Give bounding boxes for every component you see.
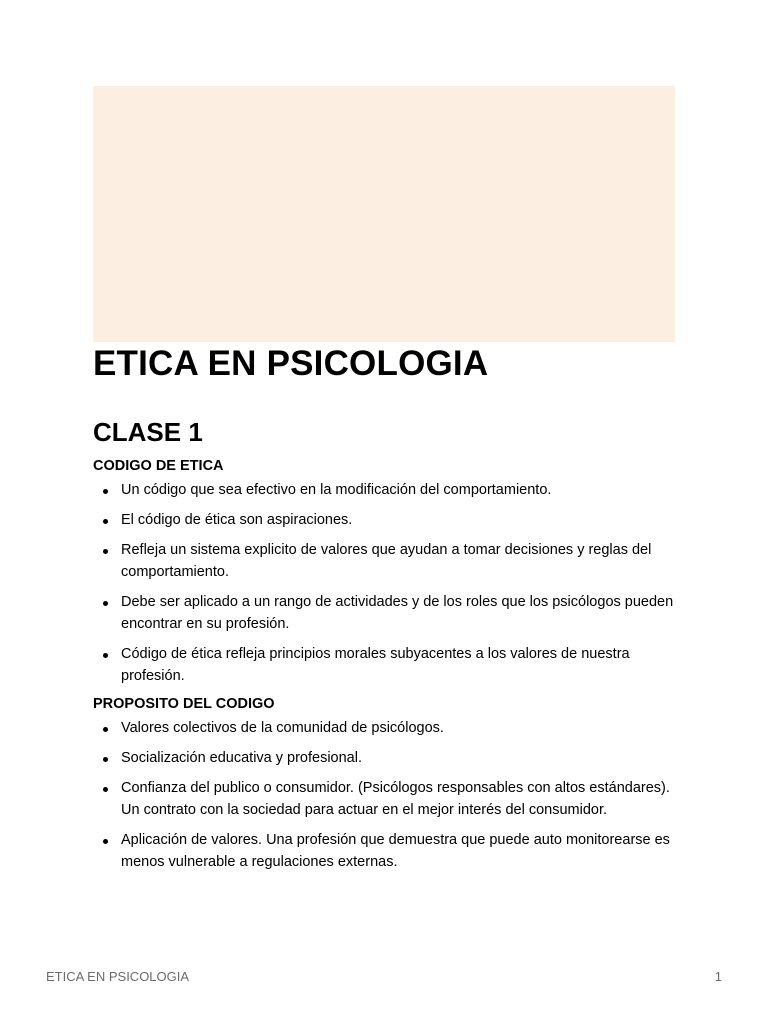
page-number: 1	[714, 969, 722, 984]
list-item-text: Refleja un sistema explicito de valores que ayudan a tomar decisiones y reglas del comportamiento.	[121, 542, 652, 580]
document-title: ETICA EN PSICOLOGIA	[93, 344, 489, 383]
list-item-text: El código de ética son aspiraciones.	[121, 512, 353, 528]
header-cover-block	[93, 86, 675, 342]
bullet-icon	[103, 601, 108, 606]
list-item	[93, 829, 675, 873]
section-heading-proposito: PROPOSITO DEL CODIGO	[93, 696, 275, 712]
list-item-text: Código de ética refleja principios morales subyacentes a los valores de nuestra profesión.	[121, 646, 630, 684]
list-item-text: Aplicación de valores. Una profesión que demuestra que puede auto monitorearse es menos vulnerable a regulaciones externas.	[121, 832, 670, 870]
list-item	[93, 509, 675, 531]
document-body	[93, 344, 675, 881]
list-item	[93, 539, 675, 583]
bullet-icon	[103, 519, 108, 524]
bullet-list-proposito	[93, 717, 675, 873]
list-item	[93, 643, 675, 687]
list-item	[93, 747, 675, 769]
list-item	[93, 479, 675, 501]
list-item-text: Socialización educativa y profesional.	[121, 750, 362, 766]
bullet-icon	[103, 757, 108, 762]
list-item	[93, 717, 675, 739]
bullet-icon	[103, 727, 108, 732]
bullet-icon	[103, 787, 108, 792]
class-title: CLASE 1	[93, 417, 203, 447]
list-item-text: Un código que sea efectivo en la modificación del comportamiento.	[121, 482, 552, 498]
section-heading-codigo: CODIGO DE ETICA	[93, 458, 224, 474]
bullet-list-codigo	[93, 479, 675, 687]
list-item	[93, 591, 675, 635]
list-item-text: Confianza del publico o consumidor. (Psicólogos responsables con altos estándares). Un contrato con la sociedad para actuar en el mejor interés del consumidor.	[121, 780, 670, 818]
bullet-icon	[103, 549, 108, 554]
bullet-icon	[103, 653, 108, 658]
bullet-icon	[103, 839, 108, 844]
footer-title: ETICA EN PSICOLOGIA	[46, 969, 190, 984]
bullet-icon	[103, 489, 108, 494]
list-item	[93, 777, 675, 821]
list-item-text: Debe ser aplicado a un rango de actividades y de los roles que los psicólogos pueden encontrar en su profesión.	[121, 594, 674, 632]
list-item-text: Valores colectivos de la comunidad de psicólogos.	[121, 720, 444, 736]
